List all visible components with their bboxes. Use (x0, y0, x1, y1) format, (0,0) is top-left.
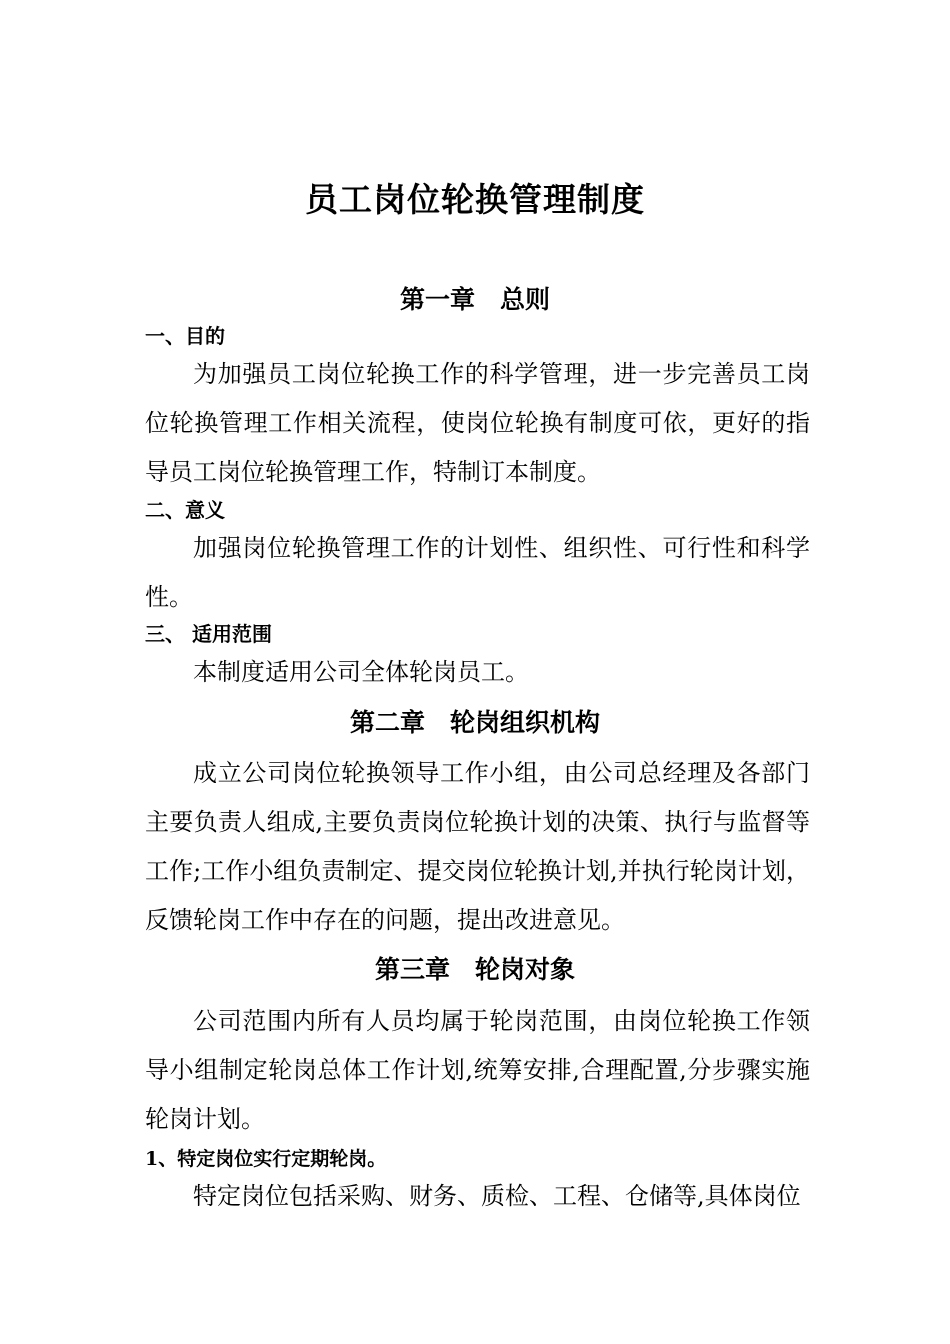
section-significance-text: 加强岗位轮换管理工作的计划性、组织性、可行性和科学性。 (145, 534, 810, 611)
item-1-heading: 1、特定岗位实行定期轮岗。 (145, 1148, 387, 1170)
section-purpose-heading: 一、目的 (145, 324, 225, 348)
chapter-1-heading: 第一章 总则 (399, 285, 550, 314)
section-purpose-text: 为加强员工岗位轮换工作的科学管理，进一步完善员工岗位轮换管理工作相关流程，使岗位轮换有制度可依，更好的指导员工岗位轮换管理工作，特制订本制度。 (145, 360, 810, 486)
document-title: 员工岗位轮换管理制度 (305, 180, 645, 219)
chapter-2-heading: 第二章 轮岗组织机构 (349, 708, 600, 737)
chapter-2-text: 成立公司岗位轮换领导工作小组，由公司总经理及各部门主要负责人组成,主要负责岗位轮换计划的决策、执行与监督等工作;工作小组负责制定、提交岗位轮换计划,并执行轮岗计划，反馈轮岗工作中存在的问题，提出改进意见。 (145, 759, 810, 934)
section-significance-heading: 二、意义 (145, 498, 225, 522)
chapter-3-heading: 第三章 轮岗对象 (374, 955, 575, 984)
section-scope-heading: 三、 适用范围 (145, 622, 272, 646)
section-scope-text: 本制度适用公司全体轮岗员工。 (193, 658, 529, 686)
chapter-3-text: 公司范围内所有人员均属于轮岗范围，由岗位轮换工作领导小组制定轮岗总体工作计划,统筹安排,合理配置,分步骤实施轮岗计划。 (145, 1007, 810, 1133)
item-1-text: 特定岗位包括采购、财务、质检、工程、仓储等,具体岗位 (193, 1182, 801, 1210)
